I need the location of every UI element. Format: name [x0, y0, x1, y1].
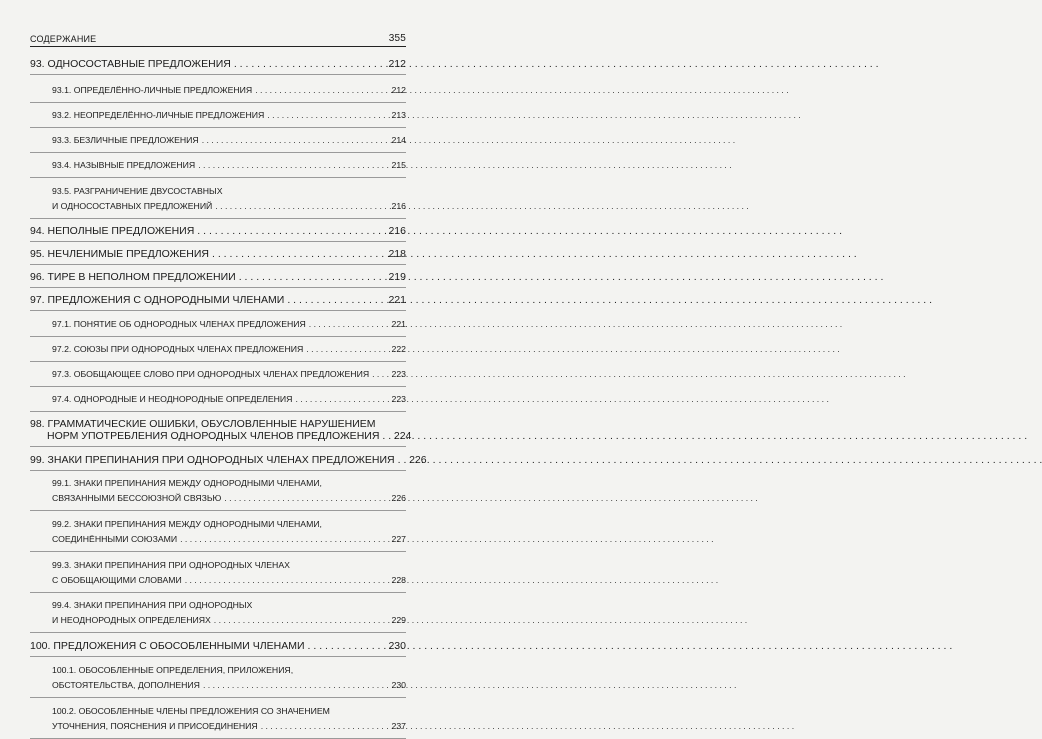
toc-entry-title: СВЯЗАННЫМИ БЕССОЮЗНОЙ СВЯЗЬЮ [52, 493, 222, 503]
toc-entry-line [52, 158, 406, 173]
toc-page-number: 228 [391, 575, 406, 585]
toc-entry-title-line: 99.4. ЗНАКИ ПРЕПИНАНИЯ ПРИ ОДНОРОДНЫХ [52, 600, 253, 610]
dot-leader [197, 225, 385, 237]
toc-entry-title-line: 99.2. ЗНАКИ ПРЕПИНАНИЯ МЕЖДУ ОДНОРОДНЫМИ ЧЛЕНАМИ, [52, 519, 322, 529]
toc-chapter-entry[interactable] [30, 633, 406, 657]
toc-entry-title: 97.1. ПОНЯТИЕ ОБ ОДНОРОДНЫХ ЧЛЕНАХ ПРЕДЛОЖЕНИЯ [52, 319, 306, 329]
toc-entry-title: С ОБОБЩАЮЩИМИ СЛОВАМИ [52, 575, 182, 585]
running-header-title: СОДЕРЖАНИЕ [30, 34, 97, 44]
toc-entry-title: 97.3. ОБОБЩАЮЩЕЕ СЛОВО ПРИ ОДНОРОДНЫХ ЧЛЕНАХ ПРЕДЛОЖЕНИЯ [52, 369, 370, 379]
toc-entry-line [52, 342, 406, 357]
toc-page-number: 212 [391, 85, 406, 95]
toc-entry-title: И ОДНОСОСТАВНЫХ ПРЕДЛОЖЕНИЙ [52, 201, 213, 211]
dot-leader [185, 573, 385, 588]
toc-entry-line [52, 532, 406, 547]
toc-page-number: 215 [391, 160, 406, 170]
toc-entry-title-line: 99.1. ЗНАКИ ПРЕПИНАНИЯ МЕЖДУ ОДНОРОДНЫМИ ЧЛЕНАМИ, [52, 478, 322, 488]
dot-leader [239, 271, 385, 283]
dot-leader [295, 392, 385, 407]
toc-entry-title: 93. ОДНОСОСТАВНЫЕ ПРЕДЛОЖЕНИЯ [30, 58, 231, 70]
toc-entry-line [52, 613, 406, 628]
dot-leader [372, 367, 385, 382]
toc-page-number: 221 [388, 294, 406, 306]
toc-entry-title: И НЕОДНОРОДНЫХ ОПРЕДЕЛЕНИЯХ [52, 615, 211, 625]
dot-leader [212, 248, 385, 260]
toc-section-entry[interactable] [30, 153, 406, 178]
toc-entry-line [52, 367, 406, 382]
dot-leader [261, 719, 385, 734]
toc-entry-title-line: 93.5. РАЗГРАНИЧЕНИЕ ДВУСОСТАВНЫХ [52, 186, 223, 196]
toc-entry-line [30, 248, 406, 260]
toc-entry-line [52, 392, 406, 407]
toc-page-number: 223 [391, 394, 406, 404]
toc-section-entry[interactable] [30, 337, 406, 362]
toc-entry-line [30, 454, 427, 466]
running-header [30, 33, 406, 47]
toc-page-number: 226 [409, 454, 427, 466]
dot-leader [267, 108, 385, 123]
toc-page-number: 216 [388, 225, 406, 237]
table-of-contents [30, 52, 427, 739]
toc-entry-line [52, 83, 406, 98]
toc-page-number: 237 [391, 721, 406, 731]
dot-leader [203, 678, 385, 693]
toc-entry-line [52, 133, 406, 148]
toc-chapter-entry[interactable] [30, 219, 406, 242]
toc-chapter-entry[interactable] [30, 242, 406, 265]
toc-entry-title-line: 99.3. ЗНАКИ ПРЕПИНАНИЯ ПРИ ОДНОРОДНЫХ ЧЛЕНАХ [52, 560, 290, 570]
toc-entry-title: 93.3. БЕЗЛИЧНЫЕ ПРЕДЛОЖЕНИЯ [52, 135, 199, 145]
toc-entry-title-line: 100.1. ОБОСОБЛЕННЫЕ ОПРЕДЕЛЕНИЯ, ПРИЛОЖЕНИЯ, [52, 665, 294, 675]
toc-page-number: 222 [391, 344, 406, 354]
toc-section-entry[interactable] [30, 311, 406, 337]
toc-entry-title: ОБСТОЯТЕЛЬСТВА, ДОПОЛНЕНИЯ [52, 680, 200, 690]
toc-entry-title: 97.2. СОЮЗЫ ПРИ ОДНОРОДНЫХ ЧЛЕНАХ ПРЕДЛОЖЕНИЯ [52, 344, 304, 354]
toc-page-number: 227 [391, 534, 406, 544]
toc-entry-title: СОЕДИНЁННЫМИ СОЮЗАМИ [52, 534, 178, 544]
toc-chapter-entry[interactable] [30, 265, 406, 288]
toc-entry-line [30, 225, 406, 237]
dot-leader [398, 454, 406, 466]
toc-entry-title: 97. ПРЕДЛОЖЕНИЯ С ОДНОРОДНЫМИ ЧЛЕНАМИ [30, 294, 285, 306]
toc-entry-line [30, 640, 406, 652]
toc-page-number: 224 [393, 430, 412, 442]
toc-page-number: 230 [388, 640, 406, 652]
dot-leader [306, 342, 385, 357]
toc-section-entry[interactable] [30, 362, 406, 387]
toc-entry-line [52, 573, 406, 588]
toc-section-entry[interactable] [30, 657, 406, 698]
dot-leader [180, 532, 385, 547]
dot-leader [215, 199, 385, 214]
toc-entry-title: 100. ПРЕДЛОЖЕНИЯ С ОБОСОБЛЕННЫМИ ЧЛЕНАМИ [30, 640, 305, 652]
toc-page-number: 221 [391, 319, 406, 329]
toc-page-number: 218 [388, 248, 406, 260]
toc-entry-line [30, 430, 412, 442]
toc-entry-title: НОРМ УПОТРЕБЛЕНИЯ ОДНОРОДНЫХ ЧЛЕНОВ ПРЕДЛОЖЕНИЯ [47, 430, 380, 442]
toc-entry-title: 94. НЕПОЛНЫЕ ПРЕДЛОЖЕНИЯ [30, 225, 195, 237]
toc-entry-line [30, 58, 406, 70]
toc-entry-title: 99. ЗНАКИ ПРЕПИНАНИЯ ПРИ ОДНОРОДНЫХ ЧЛЕНАХ ПРЕДЛОЖЕНИЯ [30, 454, 395, 466]
toc-chapter-entry[interactable] [30, 412, 412, 447]
toc-chapter-entry[interactable] [30, 52, 406, 75]
toc-entry-title: УТОЧНЕНИЯ, ПОЯСНЕНИЯ И ПРИСОЕДИНЕНИЯ [52, 721, 258, 731]
toc-entry-title: 93.4. НАЗЫВНЫЕ ПРЕДЛОЖЕНИЯ [52, 160, 196, 170]
toc-entry-title: 97.4. ОДНОРОДНЫЕ И НЕОДНОРОДНЫЕ ОПРЕДЕЛЕНИЯ [52, 394, 293, 404]
dot-leader [224, 491, 385, 506]
toc-section-entry[interactable] [30, 178, 406, 219]
dot-leader [234, 58, 385, 70]
toc-page-number: 216 [391, 201, 406, 211]
toc-chapter-entry[interactable] [30, 447, 427, 471]
toc-chapter-entry[interactable] [30, 288, 406, 311]
toc-section-entry[interactable] [30, 387, 406, 412]
toc-section-entry[interactable] [30, 128, 406, 153]
toc-entry-line [52, 491, 406, 506]
toc-section-entry[interactable] [30, 103, 406, 128]
toc-entry-title: 93.1. ОПРЕДЕЛЁННО-ЛИЧНЫЕ ПРЕДЛОЖЕНИЯ [52, 85, 253, 95]
toc-entry-line [52, 317, 406, 332]
toc-page-number: 223 [391, 369, 406, 379]
toc-entry-line [30, 294, 406, 306]
dot-leader [382, 430, 390, 442]
toc-page-number: 229 [391, 615, 406, 625]
toc-section-entry[interactable] [30, 552, 406, 593]
dot-leader [202, 133, 385, 148]
toc-page-number: 230 [391, 680, 406, 690]
toc-entry-line [30, 271, 406, 283]
toc-section-entry[interactable] [30, 75, 406, 103]
page-number: 355 [388, 33, 406, 44]
toc-section-entry[interactable] [30, 511, 406, 552]
dot-leader [214, 613, 385, 628]
toc-entry-line [52, 678, 406, 693]
toc-section-entry[interactable] [30, 698, 406, 739]
toc-entry-title-line: 100.2. ОБОСОБЛЕННЫЕ ЧЛЕНЫ ПРЕДЛОЖЕНИЯ СО ЗНАЧЕНИЕМ [52, 706, 330, 716]
toc-entry-title: 96. ТИРЕ В НЕПОЛНОМ ПРЕДЛОЖЕНИИ [30, 271, 236, 283]
toc-page-number: 213 [391, 110, 406, 120]
toc-section-entry[interactable] [30, 593, 406, 633]
dot-leader [309, 317, 385, 332]
toc-entry-title-line: 98. ГРАММАТИЧЕСКИЕ ОШИБКИ, ОБУСЛОВЛЕННЫЕ НАРУШЕНИЕМ [30, 418, 376, 430]
toc-page-number: 212 [388, 58, 406, 70]
dot-leader [255, 83, 385, 98]
dot-leader [287, 294, 385, 306]
toc-page-number: 214 [391, 135, 406, 145]
toc-entry-line [52, 719, 406, 734]
toc-entry-line [52, 108, 406, 123]
toc-section-entry[interactable] [30, 471, 406, 511]
dot-leader [198, 158, 385, 173]
toc-page-number: 226 [391, 493, 406, 503]
toc-entry-line [52, 199, 406, 214]
dot-leader [308, 640, 385, 652]
toc-page-number: 219 [388, 271, 406, 283]
toc-entry-title: 93.2. НЕОПРЕДЕЛЁННО-ЛИЧНЫЕ ПРЕДЛОЖЕНИЯ [52, 110, 265, 120]
toc-entry-title: 95. НЕЧЛЕНИМЫЕ ПРЕДЛОЖЕНИЯ [30, 248, 209, 260]
